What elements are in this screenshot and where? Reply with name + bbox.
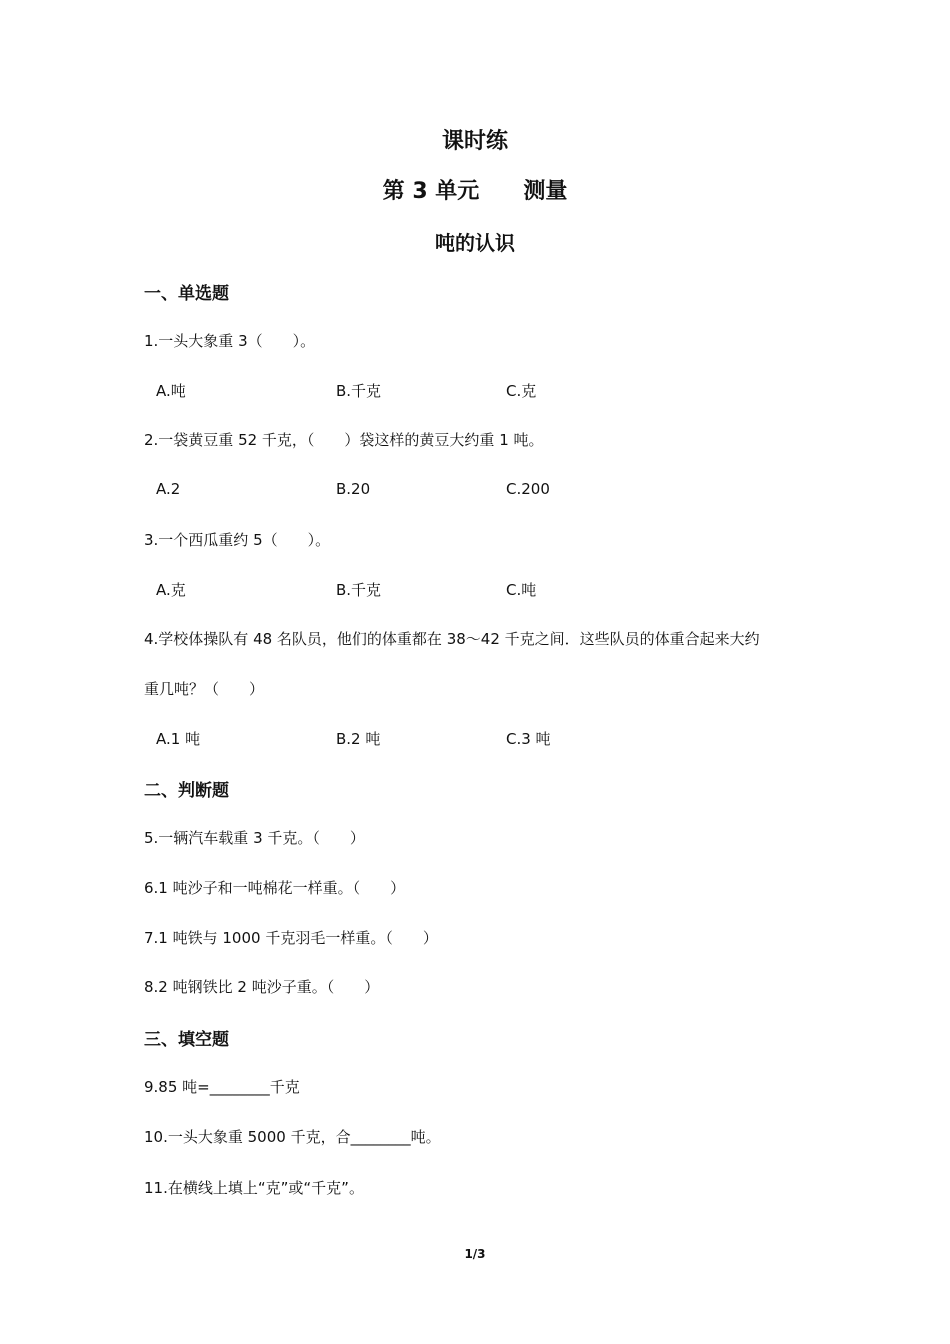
question-5: 5.一辆汽车载重 3 千克。（ ） [144,829,365,847]
question-2: 2.一袋黄豆重 52 千克，（ ）袋这样的黄豆大约重 1 吨。 [144,431,544,449]
unit-label: 第 3 单元 [382,179,480,204]
section-heading: 三、填空题 [144,1030,229,1050]
question-1-option-a: A.吨 [156,382,186,400]
question-11: 11.在横线上填上“克”或“千克”。 [144,1179,364,1197]
question-4-option-c: C.3 吨 [506,730,551,748]
question-1-option-b: B.千克 [336,382,382,400]
question-8: 8.2 吨钢铁比 2 吨沙子重。（ ） [144,978,380,996]
question-7: 7.1 吨铁与 1000 千克羽毛一样重。（ ） [144,929,438,947]
question-1-option-c: C.克 [506,382,537,400]
page-title: 课时练 [441,129,508,154]
question-1: 1.一头大象重 3（ ）。 [144,332,316,350]
unit-title [0,174,950,205]
question-2-option-c: C.200 [506,480,550,498]
unit-name: 测量 [523,179,568,204]
section-heading: 一、单选题 [144,284,229,304]
question-10: 10.一头大象重 5000 千克，合________吨。 [144,1128,441,1146]
question-3-option-a: A.克 [156,581,186,599]
question-4: 4.学校体操队有 48 名队员，他们的体重都在 38～42 千克之间．这些队员的体重合起来大约 [144,630,760,648]
question-4-continued: 重几吨？（ ） [144,680,265,698]
question-4-option-a: A.1 吨 [156,730,201,748]
lesson-title: 吨的认识 [435,231,515,255]
question-9: 9.85 吨=________千克 [144,1078,300,1096]
question-3-option-b: B.千克 [336,581,382,599]
question-2-option-a: A.2 [156,480,181,498]
question-2-option-b: B.20 [336,480,371,498]
question-6: 6.1 吨沙子和一吨棉花一样重。（ ） [144,879,406,897]
question-4-option-b: B.2 吨 [336,730,381,748]
question-3: 3.一个西瓜重约 5（ ）。 [144,531,331,549]
section-heading: 二、判断题 [144,781,229,801]
question-3-option-c: C.吨 [506,581,537,599]
page-number: 1/3 [464,1247,486,1261]
